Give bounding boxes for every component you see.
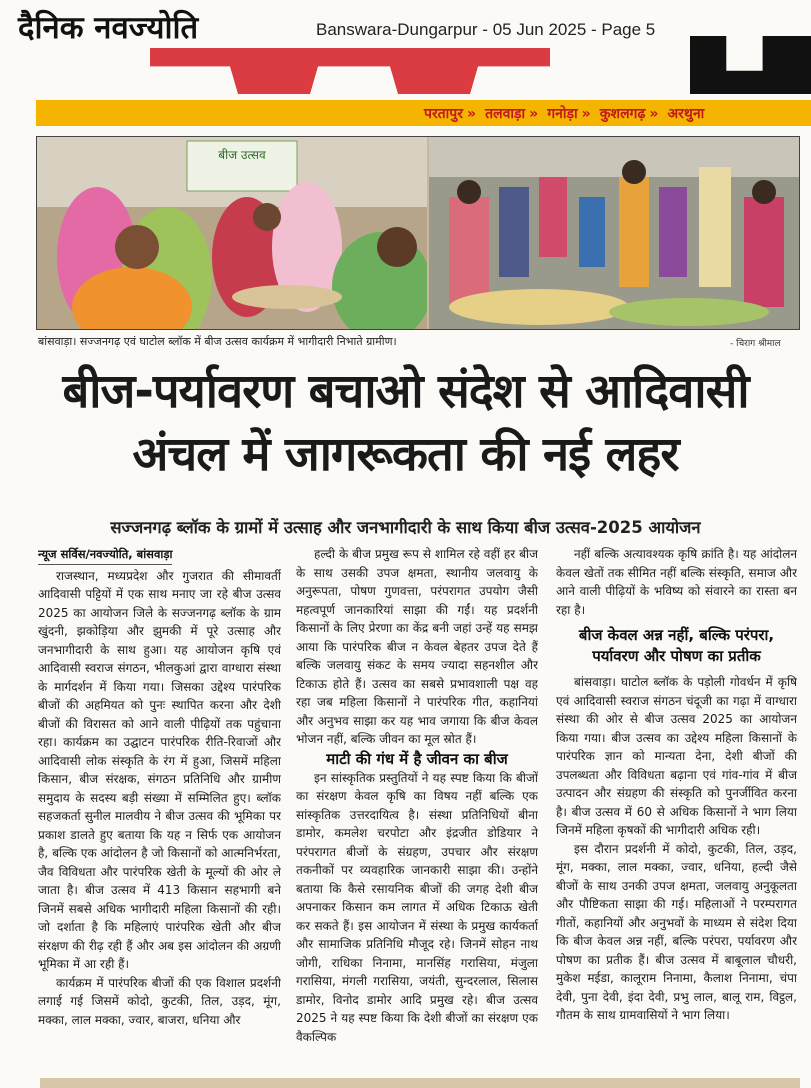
paragraph: नहीं बल्कि अत्यावश्यक कृषि क्रांति है। यह आंदोलन केवल खेतों तक सीमित नहीं बल्कि संस्कृति, समाज और आने वाली पीढ़ियों के भविष्य को संवारने का रास्ता बन रहा है।	[556, 547, 797, 617]
byline: न्यूज सर्विस/नवज्योति, बांसवाड़ा	[38, 545, 172, 565]
photo-women-seed-festival	[37, 137, 427, 329]
masthead	[0, 0, 811, 96]
article-headline	[20, 360, 791, 486]
newspaper-logo: दैनिक नवज्योति	[18, 10, 199, 46]
edition-info: Banswara-Dungarpur - 05 Jun 2025 - Page 5	[316, 20, 656, 39]
town-nav-strip	[36, 100, 811, 126]
town-item: गनोड़ा »	[547, 106, 591, 122]
headline-line-1: बीज-पर्यावरण बचाओ संदेश से आदिवासी	[62, 364, 749, 419]
svg-text:बीज उत्सव: बीज उत्सव	[218, 148, 266, 162]
masthead-background-lettering	[150, 48, 550, 94]
town-item: कुशलगढ़ »	[599, 106, 659, 122]
town-item: तलवाड़ा »	[485, 106, 539, 122]
headline-line-2: अंचल में जागरूकता की नई लहर	[132, 427, 679, 482]
photo-children-seed-exhibition	[429, 137, 799, 329]
town-item: अरथुना	[667, 106, 705, 122]
photo-caption: बांसवाड़ा। सज्जनगढ़ एवं घाटोल ब्लॉक में बीज उत्सव कार्यक्रम में भागीदारी निभाते ग्रामीण।	[38, 335, 397, 348]
photo-right-illustration	[429, 137, 799, 329]
paragraph: इस दौरान प्रदर्शनी में कोदो, कुटकी, तिल, उड़द, मूंग, मक्का, लाल मक्का, ज्वार, धनिया, हल्दी जैसे बीजों के साथ उनकी उपज क्षमता, जलवायु अनुकूलता और पौष्टिकता साझा की गई। महिलाओं ने परम्परागत गीतों, कहानियों और अनुभवों के माध्यम से संदेश दिया कि बीज केवल अन्न नहीं, बल्कि परंपरा, पर्यावरण और पोषण का प्रतीक हैं। बीज उत्सव में बाबूलाल चौधरी, मुकेश मईडा, कालूराम निनामा, कैलाश निनामा, चंपा देवी, पुना देवी, इंदा देवी, प्रभु लाल, बालू राम, विट्ठल, गौतम के साथ ग्रामवासियों ने भाग लिया।	[556, 841, 797, 1022]
sidebar-story-heading: बीज केवल अन्न नहीं, बल्कि परंपरा, पर्यावरण और पोषण का प्रतीक	[578, 626, 775, 665]
article-column-3	[556, 545, 797, 1065]
town-item: परतापुर »	[424, 106, 477, 122]
next-article-image-edge	[40, 1078, 800, 1088]
news-photo	[36, 136, 800, 330]
paragraph: राजस्थान, मध्यप्रदेश और गुजरात की सीमावर्ती आदिवासी पट्टियों में एक साथ मनाए जा रहे बीज उत्सव 2025 का आयोजन जिले के सज्जनगढ़ ब्लॉक के ग्राम खुंदनी, झकोड़िया और झुमकी में पूरे उत्साह और जनभागीदारी के साथ हुआ। यह आयोजन कृषि एवं आदिवासी स्वराज संगठन, भीलकुआं द्वारा वाग्धारा संस्था के मार्गदर्शन में किया गया। जिसका उद्देश्य पारंपरिक बीजों की अहमियत को पुनः स्थापित करना और देशी बीजों की विरासत को आने वाली पीढ़ियों तक पहुंचाना रहा। कार्यक्रम का उद्घाटन पारंपरिक रीति-रिवाजों और आदिवासी लोक संस्कृति के रंग में हुआ, जिसमें महिला किसान, बीज संरक्षक, संगठन प्रतिनिधि और ग्रामीण समुदाय के सदस्य बड़ी संख्या में सम्मिलित हुए। ब्लॉक सहजकर्ता सुनील मालवीय ने बीज उत्सव की भूमिका पर प्रकाश डालते हुए बताया कि यह न सिर्फ एक आयोजन है, बल्कि एक आंदोलन है जो किसानों को आत्मनिर्भरता, जैव विविधता और पारंपरिक खेती के मूल्यों की ओर ले जाता है। बीज उत्सव में 413 किसान सहभागी बने जिनमें सबसे अधिक भागीदारी महिला किसानों की रही। जो दर्शाता है कि महिलाएं पारंपरिक खेती और बीज संरक्षण की रीढ़ रही हैं और अब इस आंदोलन की अग्रणी भूमिका में आ रही हैं।	[38, 568, 281, 971]
photo-left-illustration	[37, 137, 427, 329]
masthead-background-lettering-black	[690, 36, 811, 94]
article-column-1	[38, 545, 281, 1065]
article-subheadline: सज्जनगढ़ ब्लॉक के ग्रामों में उत्साह और जनभागीदारी के साथ किया बीज उत्सव-2025 आयोजन	[110, 518, 701, 537]
town-list	[424, 103, 704, 123]
paragraph: इन सांस्कृतिक प्रस्तुतियों ने यह स्पष्ट किया कि बीजों का संरक्षण केवल कृषि का विषय नहीं बल्कि एक सांस्कृतिक उत्तरदायित्व है। संस्था प्रतिनिधियों बीना डामोर, कमलेश चरपोटा और इंद्रजीत डोडियार ने परंपरागत बीजों के संग्रहण, उपचार और संरक्षण तकनीकों पर व्यवहारिक जानकारी साझा की। उन्होंने बताया कि कैसे रसायनिक बीजों की जगह देशी बीज अपनाकर किसान कम लागत में अधिक टिकाऊ खेती कर सकते हैं। इस आयोजन में संस्था के प्रमुख कार्यकर्ता और सामाजिक प्रतिनिधि मौजूद रहे। जिनमें सोहन नाथ जोगी, राधिका निनामा, मानसिंह गरासिया, मंजुला गरासिया, मंगली गरासिया, जयंती, सुन्दरलाल, सिलास डामोर, विनोद डामोर आदि प्रमुख रहे। बीज उत्सव 2025 ने यह स्पष्ट किया कि देशी बीजों का संरक्षण एक वैकल्पिक	[296, 770, 538, 1044]
photo-credit: - चिराग श्रीमाल	[730, 339, 781, 349]
paragraph: कार्यक्रम में पारंपरिक बीजों की एक विशाल प्रदर्शनी लगाई गई जिसमें कोदो, कुटकी, तिल, उड़द, मूंग, मक्का, लाल मक्का, ज्वार, बाजरा, धनिया और	[38, 975, 281, 1027]
article-column-2	[296, 545, 538, 1065]
paragraph: हल्दी के बीज प्रमुख रूप से शामिल रहे वहीं हर बीज के साथ उसकी उपज क्षमता, स्थानीय जलवायु के अनुरूपता, पोषण गुणवत्ता, परंपरागत उपयोग जैसी महत्वपूर्ण जानकारियां साझा की गईं। यह प्रदर्शनी किसानों के लिए प्रेरणा का केंद्र बनी जहां उन्हें यह समझ आया कि पारंपरिक बीज न केवल बेहतर उपज देते हैं बल्कि जलवायु संकट के समय ज्यादा सहनशील और टिकाऊ होते हैं। उत्सव का सबसे प्रभावशाली पक्ष वह रहा जब महिला किसानों ने पारंपरिक गीत, कहानियां और अनुभव साझा कर यह भाव जगाया कि बीज केवल भोजन नहीं, बल्कि जीवन का मूल स्रोत हैं।	[296, 547, 538, 746]
section-heading: माटी की गंध में है जीवन का बीज	[326, 749, 508, 768]
paragraph: बांसवाड़ा। घाटोल ब्लॉक के पड़ोली गोवर्धन में कृषि एवं आदिवासी स्वराज संगठन चंदूजी का गढ़ा में वाग्धारा संस्था की ओर से बीज उत्सव 2025 का आयोजन किया गया। बीज उत्सव का उद्देश्य महिला किसानों के पारंपरिक ज्ञान को मान्यता देना, देशी बीजों की उपलब्धता और विविधता बढ़ाना एवं गांव-गांव में बीज उत्पादन और संग्रहण की संस्कृति को पुनर्जीवित करना है। बीज उत्सव में 60 से अधिक किसानों ने भाग लिया जिनमें महिला कृषकों की भागीदारी अधिक रही।	[556, 675, 797, 837]
